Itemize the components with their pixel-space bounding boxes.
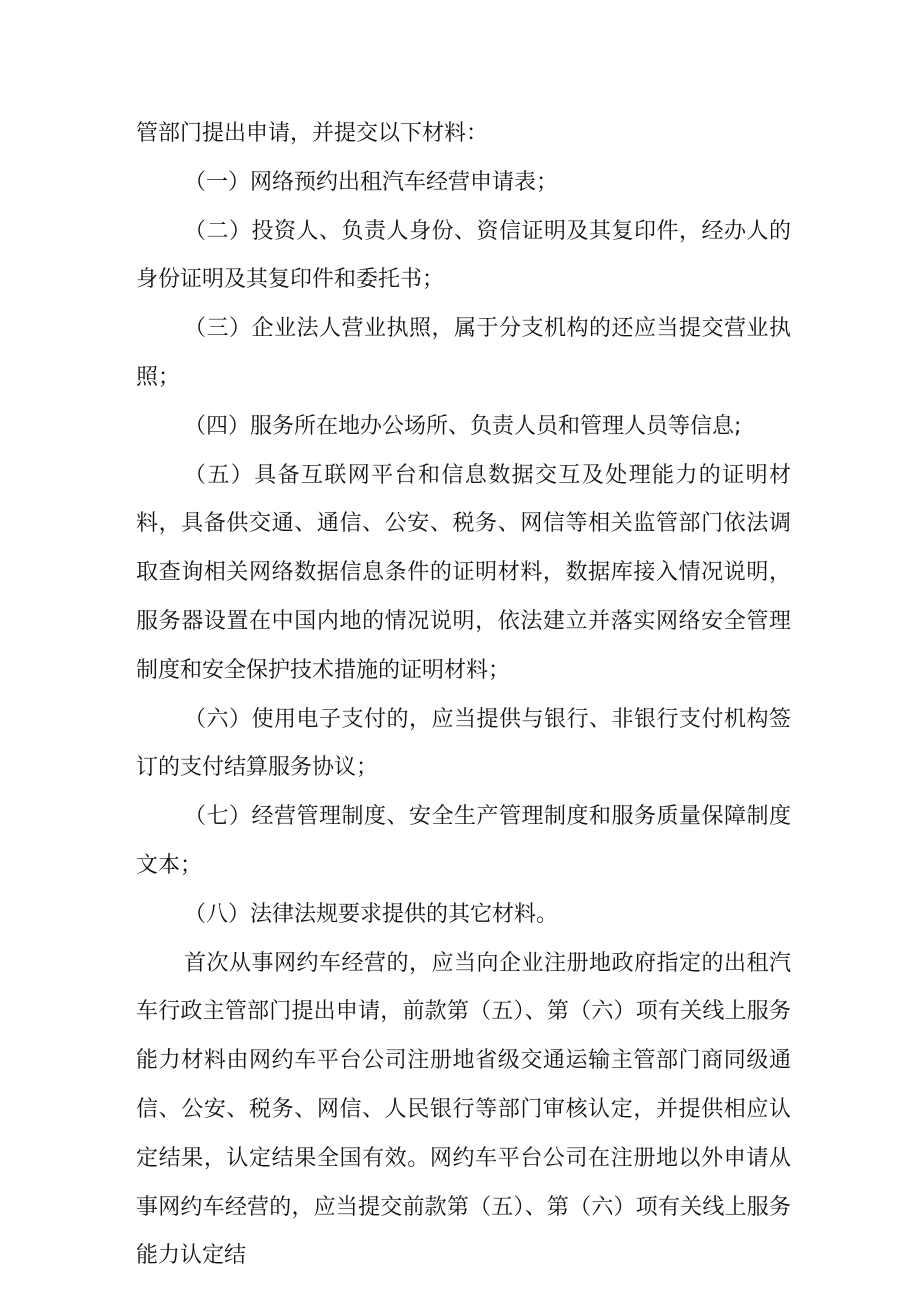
paragraph-item-7: （七）经营管理制度、安全生产管理制度和服务质量保障制度文本； bbox=[136, 804, 791, 878]
paragraph-item-1: （一）网络预约出租汽车经营申请表； bbox=[184, 169, 559, 195]
paragraph-item-5: （五）具备互联网平台和信息数据交互及处理能力的证明材料，具备供交通、通信、公安、税务、网信等相关监管部门依法调取查询相关网络数据信息条件的证明材料，数据库接入情况说明，服务器设置在中国内地的情况说明，依法建立并落实网络安全管理制度和安全保护技术措施的证明材料； bbox=[136, 462, 791, 683]
paragraph-continuation: 管部门提出申请，并提交以下材料： bbox=[136, 121, 489, 146]
paragraph-item-3: （三）企业法人营业执照，属于分支机构的还应当提交营业执照； bbox=[136, 316, 791, 390]
paragraph-first-application: 首次从事网约车经营的，应当向企业注册地政府指定的出租汽车行政主管部门提出申请，前款第（五）、第（六）项有关线上服务能力材料由网约车平台公司注册地省级交通运输主管部门商同级通信、公安、税务、网信、人民银行等部门审核认定，并提供相应认定结果，认定结果全国有效。网约车平台公司在注册地以外申请从事网约车经营的，应当提交前款第（五）、第（六）项有关线上服务能力认定结 bbox=[136, 950, 791, 1269]
paragraph-item-8: （八）法律法规要求提供的其它材料。 bbox=[184, 901, 559, 927]
paragraph-item-2: （二）投资人、负责人身份、资信证明及其复印件，经办人的身份证明及其复印件和委托书； bbox=[136, 218, 791, 293]
paragraph-item-4: （四）服务所在地办公场所、负责人员和管理人员等信息; bbox=[184, 413, 742, 439]
paragraph-item-6: （六）使用电子支付的，应当提供与银行、非银行支付机构签订的支付结算服务协议； bbox=[136, 706, 791, 781]
document-body bbox=[136, 110, 791, 1281]
